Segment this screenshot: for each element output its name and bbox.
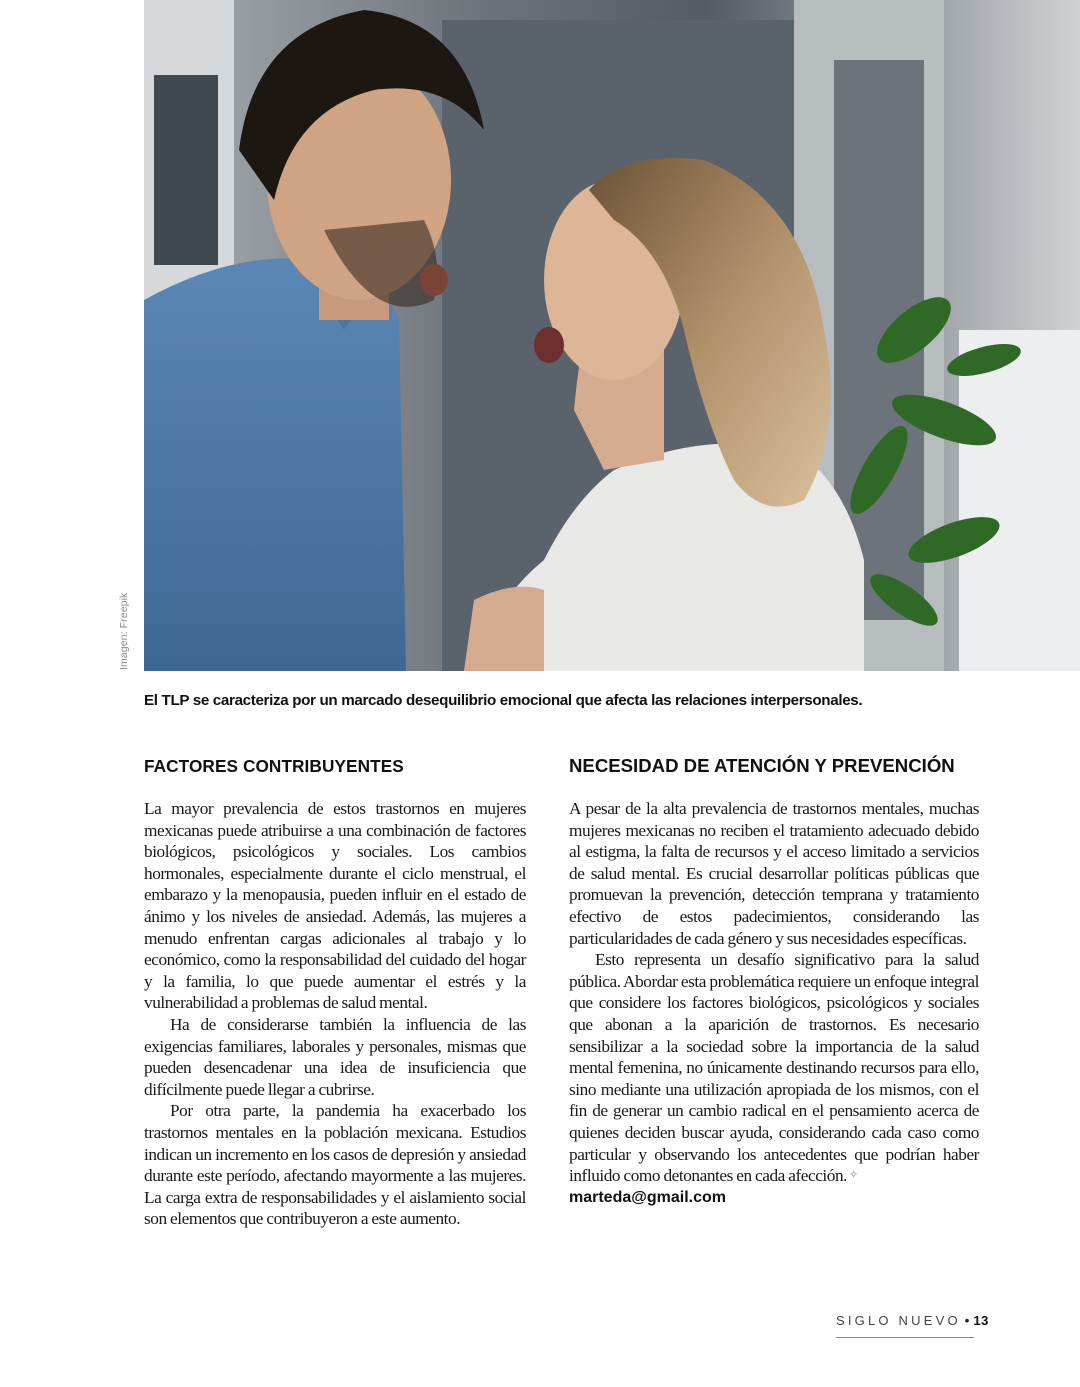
paragraph-text: Esto representa un desafío significativo para la salud pública. Abordar esta problemática requiere un enfoque integral que considere los factores biológicos, psicológicos y sociales que abonan a la aparición de trastornos. Es necesario sensibilizar a la sociedad sobre la importancia de la salud mental femenina, no únicamente destinando recursos para ello, sino mediante una utilización apropiada de los mismos, con el fin de generar un cambio radical en el pensamiento acerca de quienes deciden buscar ayuda, considerando cada caso como particular y observando los antecedentes que podrían haber influido como detonantes en cada afección.	[569, 950, 979, 1186]
paragraph-last	[569, 949, 979, 1187]
separator-dot: •	[964, 1313, 970, 1328]
paragraph: Por otra parte, la pandemia ha exacerbado los trastornos mentales en la población mexicana. Estudios indican un incremento en los casos de depresión y ansiedad durante este período, afectando mayormente a las mujeres. La carga extra de responsabilidades y el aislamiento social son elementos que contribuyeron a este aumento.	[144, 1101, 526, 1229]
article-body	[144, 798, 526, 1230]
photo-credit-text: Imagen: Freepik	[118, 592, 130, 670]
photo-caption: El TLP se caracteriza por un marcado desequilibrio emocional que afecta las relaciones interpersonales.	[144, 692, 863, 709]
left-column	[144, 754, 526, 1230]
right-column	[569, 754, 979, 1209]
page-number: 13	[973, 1313, 989, 1328]
paragraph: A pesar de la alta prevalencia de trastornos mentales, muchas mujeres mexicanas no reciben el tratamiento adecuado debido al estigma, la falta de recursos y el acceso limitado a servicios de salud mental. Es crucial desarrollar políticas públicas que promuevan la prevención, detección temprana y tratamiento efectivo de estos padecimientos, considerando las particularidades de cada género y sus necesidades específicas.	[569, 799, 979, 948]
photo-couple-arguing-icon	[144, 0, 1080, 671]
section-heading: FACTORES CONTRIBUYENTES	[144, 756, 404, 776]
author-email: marteda@gmail.com	[569, 1188, 726, 1206]
paragraph: La mayor prevalencia de estos trastornos en mujeres mexicanas puede atribuirse a una combinación de factores biológicos, psicológicos y sociales. Los cambios hormonales, especialmente durante el ciclo menstrual, el embarazo y la menopausia, pueden influir en el estado de ánimo y los niveles de ansiedad. Además, las mujeres a menudo enfrentan cargas adicionales al trabajo y lo económico, como la responsabilidad del cuidado del hogar y la familia, lo que puede aumentar el estrés y la vulnerabilidad a problemas de salud mental.	[144, 799, 526, 1013]
section-heading: NECESIDAD DE ATENCIÓN Y PREVENCIÓN	[569, 755, 955, 776]
article-body	[569, 798, 979, 1209]
footer-rule	[836, 1337, 974, 1338]
paragraph: Ha de considerarse también la influencia de las exigencias familiares, laborales y personales, mismas que pueden desencadenar una idea de insuficiencia que difícilmente puede llegar a cubrirse.	[144, 1014, 526, 1099]
publication-name: SIGLO NUEVO	[836, 1313, 961, 1328]
article-photo	[144, 0, 1080, 671]
end-mark-icon: ✧	[849, 1169, 858, 1182]
page-footer	[836, 1313, 989, 1328]
photo-credit	[118, 592, 178, 670]
